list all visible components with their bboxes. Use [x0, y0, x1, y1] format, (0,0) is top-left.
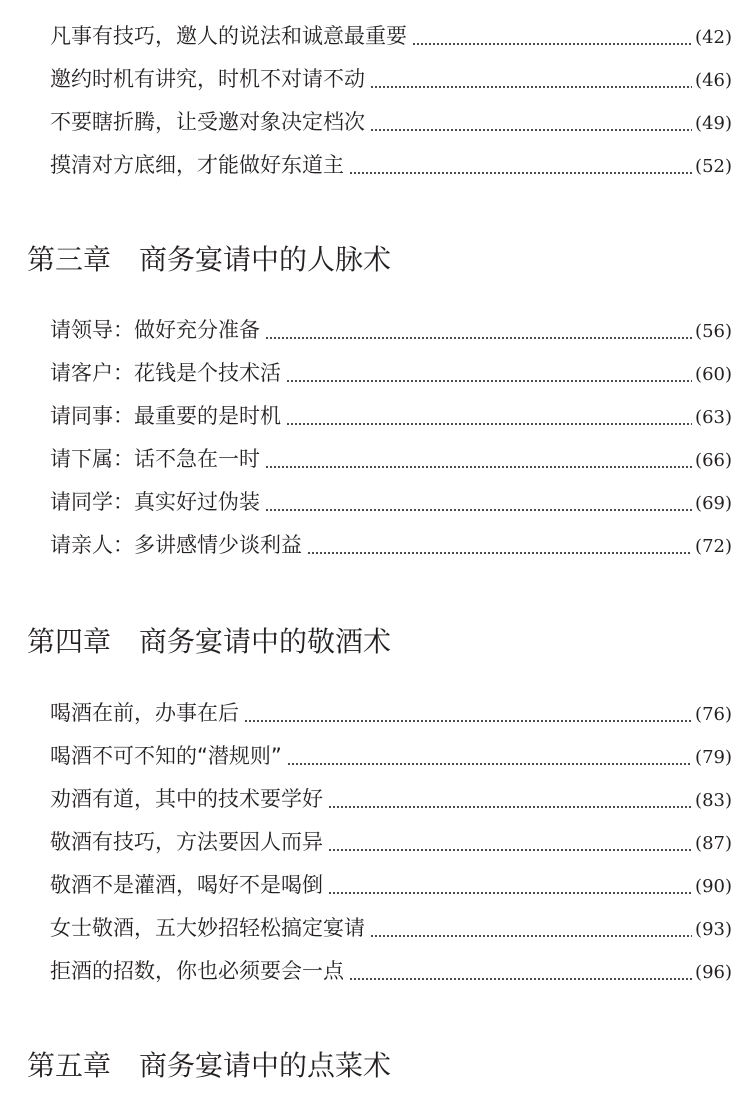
- toc-entry[interactable]: [50, 443, 732, 475]
- toc-entry[interactable]: [50, 314, 732, 346]
- entry-page-number: (72): [695, 536, 732, 557]
- chapter-heading: 第三章 商务宴请中的人脉术: [27, 243, 392, 276]
- dot-leader: [349, 172, 692, 174]
- entry-title: 请下属：话不急在一时: [50, 447, 260, 471]
- dot-leader: [244, 720, 692, 722]
- entry-page-number: (90): [695, 876, 732, 897]
- toc-entry[interactable]: [50, 912, 732, 944]
- entry-page-number: (83): [695, 790, 732, 811]
- dot-leader: [265, 509, 692, 511]
- entry-title: 凡事有技巧，邀人的说法和诚意最重要: [50, 24, 407, 48]
- entry-title: 摸清对方底细，才能做好东道主: [50, 153, 344, 177]
- entry-title: 请同事：最重要的是时机: [50, 404, 281, 428]
- toc-entry[interactable]: [50, 869, 732, 901]
- entry-page-number: (63): [695, 407, 732, 428]
- toc-entry[interactable]: [50, 529, 732, 561]
- entry-page-number: (66): [695, 450, 732, 471]
- entry-title: 邀约时机有讲究，时机不对请不动: [50, 67, 365, 91]
- dot-leader: [265, 337, 692, 339]
- chapter-heading: 第五章 商务宴请中的点菜术: [27, 1049, 392, 1082]
- dot-leader: [370, 86, 692, 88]
- entry-page-number: (69): [695, 493, 732, 514]
- entry-title: 请同学：真实好过伪装: [50, 490, 260, 514]
- entry-page-number: (76): [695, 704, 732, 725]
- entry-title: 请客户：花钱是个技术活: [50, 361, 281, 385]
- chapter-heading: 第四章 商务宴请中的敬酒术: [27, 625, 392, 658]
- entry-page-number: (56): [695, 321, 732, 342]
- entry-title: 喝酒在前，办事在后: [50, 701, 239, 725]
- entry-title: 拒酒的招数，你也必须要会一点: [50, 959, 344, 983]
- toc-entry[interactable]: [50, 106, 732, 138]
- toc-entry[interactable]: [50, 826, 732, 858]
- toc-entry[interactable]: [50, 400, 732, 432]
- entry-page-number: (52): [695, 156, 732, 177]
- toc-entry[interactable]: [50, 955, 732, 987]
- entry-title: 喝酒不可不知的“潜规则”: [50, 744, 282, 768]
- toc-entry[interactable]: [50, 63, 732, 95]
- dot-leader: [286, 423, 692, 425]
- toc-entry[interactable]: [50, 486, 732, 518]
- entry-page-number: (60): [695, 364, 732, 385]
- dot-leader: [328, 849, 692, 851]
- toc-entry[interactable]: [50, 697, 732, 729]
- dot-leader: [265, 466, 692, 468]
- toc-entry[interactable]: [50, 20, 732, 52]
- dot-leader: [328, 892, 692, 894]
- toc-entry[interactable]: [50, 357, 732, 389]
- dot-leader: [370, 935, 692, 937]
- dot-leader: [370, 129, 692, 131]
- dot-leader: [307, 552, 692, 554]
- entry-page-number: (93): [695, 919, 732, 940]
- dot-leader: [349, 978, 692, 980]
- entry-page-number: (46): [695, 70, 732, 91]
- toc-entry[interactable]: [50, 783, 732, 815]
- dot-leader: [412, 43, 692, 45]
- entry-title: 请亲人：多讲感情少谈利益: [50, 533, 302, 557]
- entry-title: 敬酒有技巧，方法要因人而异: [50, 830, 323, 854]
- dot-leader: [328, 806, 692, 808]
- toc-entry[interactable]: [50, 740, 732, 772]
- entry-page-number: (42): [695, 27, 732, 48]
- entry-title: 女士敬酒，五大妙招轻松搞定宴请: [50, 916, 365, 940]
- entry-title: 劝酒有道，其中的技术要学好: [50, 787, 323, 811]
- entry-title: 不要瞎折腾，让受邀对象决定档次: [50, 110, 365, 134]
- entry-page-number: (49): [695, 113, 732, 134]
- entry-page-number: (79): [695, 747, 732, 768]
- entry-page-number: (96): [695, 962, 732, 983]
- entry-title: 敬酒不是灌酒，喝好不是喝倒: [50, 873, 323, 897]
- entry-title: 请领导：做好充分准备: [50, 318, 260, 342]
- entry-page-number: (87): [695, 833, 732, 854]
- dot-leader: [287, 763, 692, 765]
- dot-leader: [286, 380, 692, 382]
- toc-entry[interactable]: [50, 149, 732, 181]
